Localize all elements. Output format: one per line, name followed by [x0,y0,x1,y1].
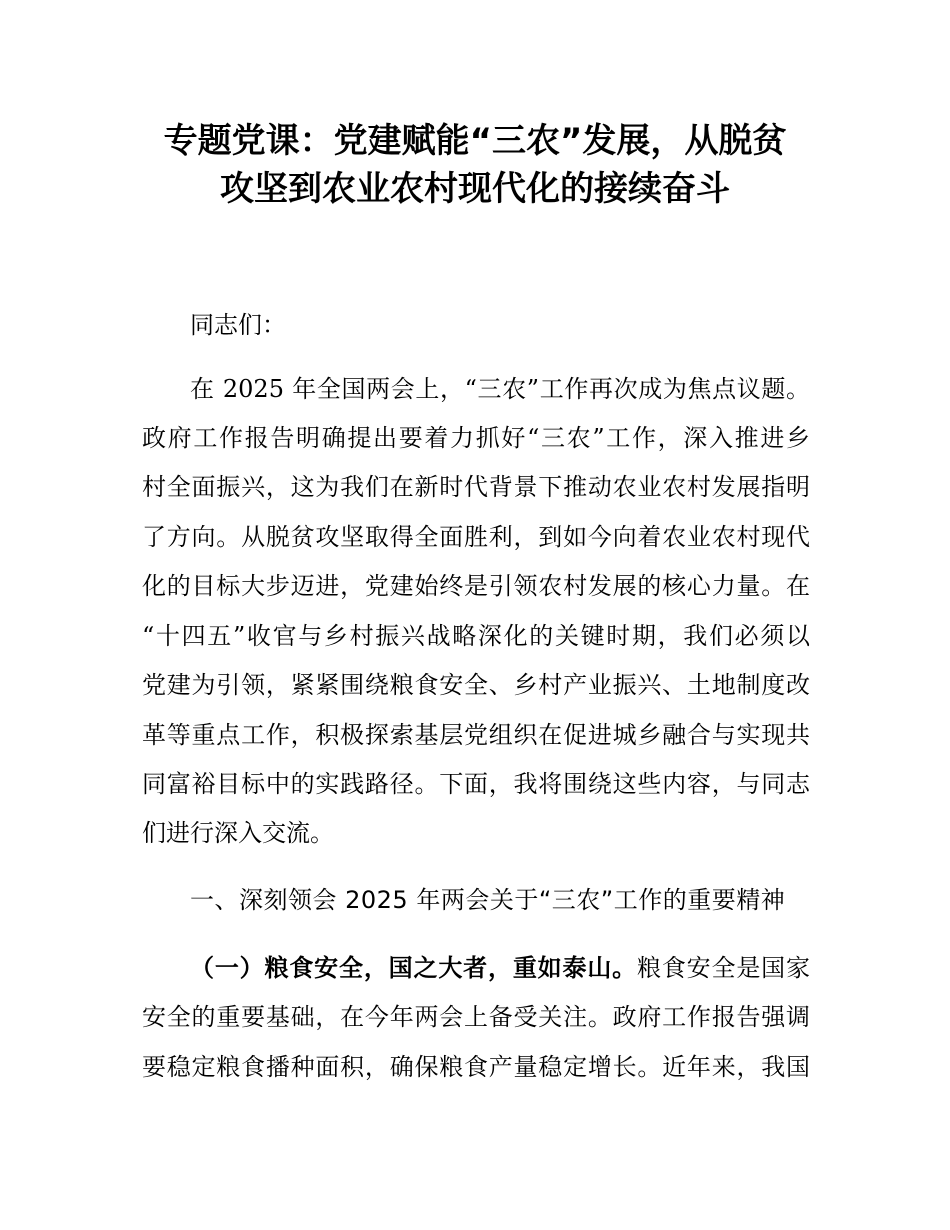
subsection-1-first-line [190,953,810,983]
intro-paragraph-line: 村全面振兴，这为我们在新时代背景下推动农业农村发展指明 [142,473,810,501]
document-title-line-1: 专题党课：党建赋能“三农”发展，从脱贫 [163,121,787,161]
intro-paragraph-line: 化的目标大步迈进，党建始终是引领农村发展的核心力量。在 [142,572,810,600]
document-title-line-2: 攻坚到农业农村现代化的接续奋斗 [220,169,730,209]
subsection-1-lead: （一）粮食安全，国之大者，重如泰山。 [190,954,637,982]
subsection-1-first-line-text: 粮食安全是国家 [637,954,810,982]
intro-paragraph-line: 政府工作报告明确提出要着力抓好“三农”工作，深入推进乡 [142,424,810,452]
intro-paragraph-line: 了方向。从脱贫攻坚取得全面胜利，到如今向着农业农村现代 [142,523,810,551]
subsection-1-line: 要稳定粮食播种面积，确保粮食产量稳定增长。近年来，我国 [142,1053,810,1081]
intro-paragraph-line: “十四五”收官与乡村振兴战略深化的关键时期，我们必须以 [142,622,810,650]
salutation: 同志们： [190,311,286,339]
section-1-heading: 一、深刻领会 2025 年两会关于“三农”工作的重要精神 [190,886,786,914]
intro-paragraph-line: 们进行深入交流。 [142,819,334,847]
subsection-1-line: 安全的重要基础，在今年两会上备受关注。政府工作报告强调 [142,1003,810,1031]
intro-paragraph-line: 党建为引领，紧紧围绕粮食安全、乡村产业振兴、土地制度改 [142,671,810,699]
intro-paragraph-line: 革等重点工作，积极探索基层党组织在促进城乡融合与实现共 [142,721,810,749]
intro-paragraph-line: 在 2025 年全国两会上，“三农”工作再次成为焦点议题。 [190,375,810,403]
intro-paragraph-line: 同富裕目标中的实践路径。下面，我将围绕这些内容，与同志 [142,770,810,798]
